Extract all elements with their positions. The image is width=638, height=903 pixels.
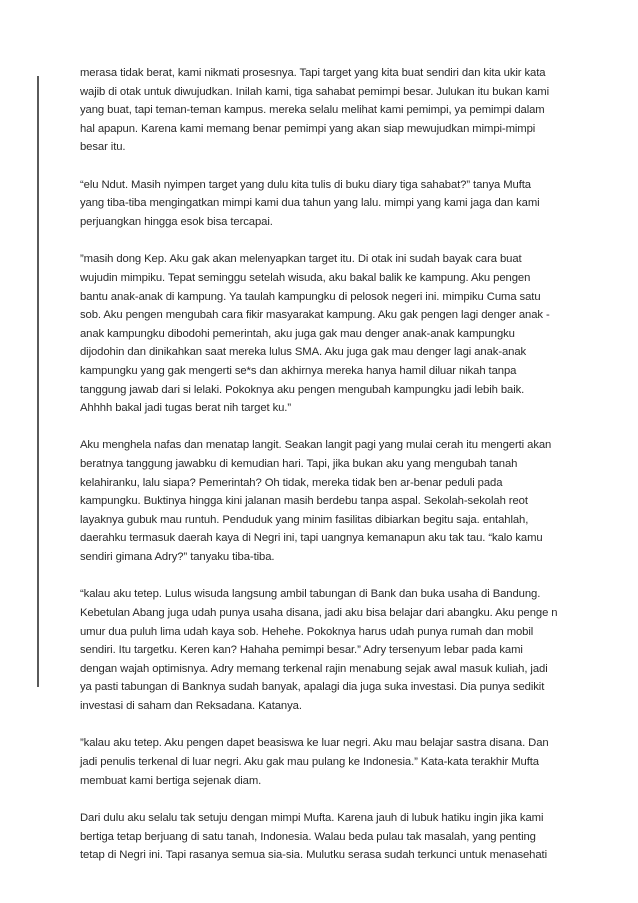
text-line: besar itu. bbox=[80, 141, 126, 154]
text-line: ”masih dong Kep. Aku gak akan melenyapkan target itu. Di otak ini sudah bayak cara buat bbox=[80, 253, 522, 266]
text-line: yang buat, tapi teman-teman kampus. mereka selalu melihat kami pemimpi, ya pemimpi dalam bbox=[80, 104, 545, 117]
text-line: perjuangkan hingga esok bisa tercapai. bbox=[80, 215, 273, 228]
text-line: Aku menghela nafas dan menatap langit. Seakan langit pagi yang mulai cerah itu mengerti akan bbox=[80, 439, 552, 452]
text-line: hal apapun. Karena kami memang benar pemimpi yang akan siap mewujudkan mimpi-mimpi bbox=[80, 122, 536, 135]
text-line: wajib di otak untuk diwujudkan. Inilah kami, tiga sahabat pemimpi besar. Julukan itu bukan kami bbox=[80, 85, 550, 98]
text-line: merasa tidak berat, kami nikmati prosesnya. Tapi target yang kita buat sendiri dan kita ukir kata bbox=[80, 67, 546, 79]
text-line: sob. Aku pengen mengubah cara fikir masyarakat kampung. Aku gak pengen lagi denger anak - bbox=[80, 309, 550, 322]
text-line: layaknya gubuk mau runtuh. Penduduk yang minim fasilitas dibiarkan begitu saja. entahlah, bbox=[80, 513, 529, 526]
text-line: beratnya tanggung jawabku di kemudian hari. Tapi, jika bukan aku yang mengubah tanah bbox=[80, 458, 518, 471]
paragraph bbox=[80, 176, 572, 232]
paragraph bbox=[80, 809, 572, 865]
text-line: daerahku termasuk daerah kaya di Negri ini, tapi uangnya kemanapun aku tak tau. “kalo kamu bbox=[80, 532, 543, 545]
paragraph bbox=[80, 585, 572, 715]
text-line: dijodohin dan dinikahkan saat mereka lulus SMA. Aku juga gak mau denger lagi anak-anak bbox=[80, 346, 527, 359]
text-line: dengan wajah optimisnya. Adry memang terkenal rajin menabung sejak awal masuk kuliah, jadi bbox=[80, 662, 548, 675]
text-line: bertiga tetap berjuang di satu tanah, Indonesia. Walau beda pulau tak masalah, yang penting bbox=[80, 830, 536, 843]
text-line: Dari dulu aku selalu tak setuju dengan mimpi Mufta. Karena jauh di lubuk hatiku ingin jika kami bbox=[80, 811, 544, 824]
text-line: kampungku yang gak mengerti se*s dan akhirnya mereka hanya hamil diluar nikah tanpa bbox=[80, 364, 517, 377]
text-line: kelahiranku, lalu siapa? Pemerintah? Oh tidak, mereka tidak ben ar-benar peduli pada bbox=[80, 476, 503, 489]
text-line: jadi penulis terkenal di luar negri. Aku gak mau pulang ke Indonesia.” Kata-kata terakhir Mufta bbox=[80, 755, 539, 768]
paragraph bbox=[80, 64, 572, 157]
text-line: tanggung jawab dari si lelaki. Pokoknya aku pengen mengubah kampungku jadi lebih baik. bbox=[80, 383, 525, 396]
text-line: umur dua puluh lima udah kaya sob. Hehehe. Pokoknya harus udah punya rumah dan mobil bbox=[80, 625, 534, 638]
text-line: investasi di saham dan Reksadana. Katanya. bbox=[80, 700, 302, 712]
text-line: Kebetulan Abang juga udah punya usaha disana, jadi aku bisa belajar dari abangku. Aku penge n bbox=[80, 607, 558, 620]
text-line: wujudin mimpiku. Tepat seminggu setelah wisuda, aku bakal balik ke kampung. Aku pengen bbox=[80, 271, 531, 284]
text-line: ”kalau aku tetep. Aku pengen dapet beasiswa ke luar negri. Aku mau belajar sastra disana. Dan bbox=[80, 737, 549, 750]
text-line: ya pasti tabungan di Banknya sudah banyak, apalagi dia juga suka investasi. Dia punya sedikit bbox=[80, 681, 545, 694]
text-line: yang tiba-tiba mengingatkan mimpi kami dua tahun yang lalu. mimpi yang kami jaga dan kami bbox=[80, 197, 540, 210]
text-line: “elu Ndut. Masih nyimpen target yang dulu kita tulis di buku diary tiga sahabat?” tanya Mufta bbox=[80, 178, 531, 191]
paragraph bbox=[80, 250, 572, 417]
paragraph bbox=[80, 734, 572, 790]
text-line: Ahhhh bakal jadi tugas berat nih target ku.” bbox=[80, 402, 292, 415]
text-line: tetap di Negri ini. Tapi rasanya semua sia-sia. Mulutku serasa sudah terkunci untuk menasehati bbox=[80, 849, 547, 862]
text-line: “kalau aku tetep. Lulus wisuda langsung ambil tabungan di Bank dan buka usaha di Bandung. bbox=[80, 588, 541, 601]
text-line: sendiri. Itu targetku. Keren kan? Hahaha pemimpi besar.” Adry tersenyum lebar pada kami bbox=[80, 644, 523, 657]
margin-rule bbox=[37, 76, 39, 687]
document-body bbox=[80, 64, 572, 884]
text-line: bantu anak-anak di kampung. Ya taulah kampungku di pelosok negeri ini. mimpiku Cuma satu bbox=[80, 290, 541, 303]
text-line: anak kampungku dibodohi pemerintah, aku juga gak mau denger anak-anak kampungku bbox=[80, 327, 515, 340]
text-line: kampungku. Buktinya hingga kini jalanan masih berdebu tanpa aspal. Sekolah-sekolah reot bbox=[80, 495, 528, 508]
text-line: membuat kami bertiga sejenak diam. bbox=[80, 774, 262, 787]
paragraph bbox=[80, 436, 572, 566]
text-line: sendiri gimana Adry?” tanyaku tiba-tiba. bbox=[80, 551, 275, 564]
